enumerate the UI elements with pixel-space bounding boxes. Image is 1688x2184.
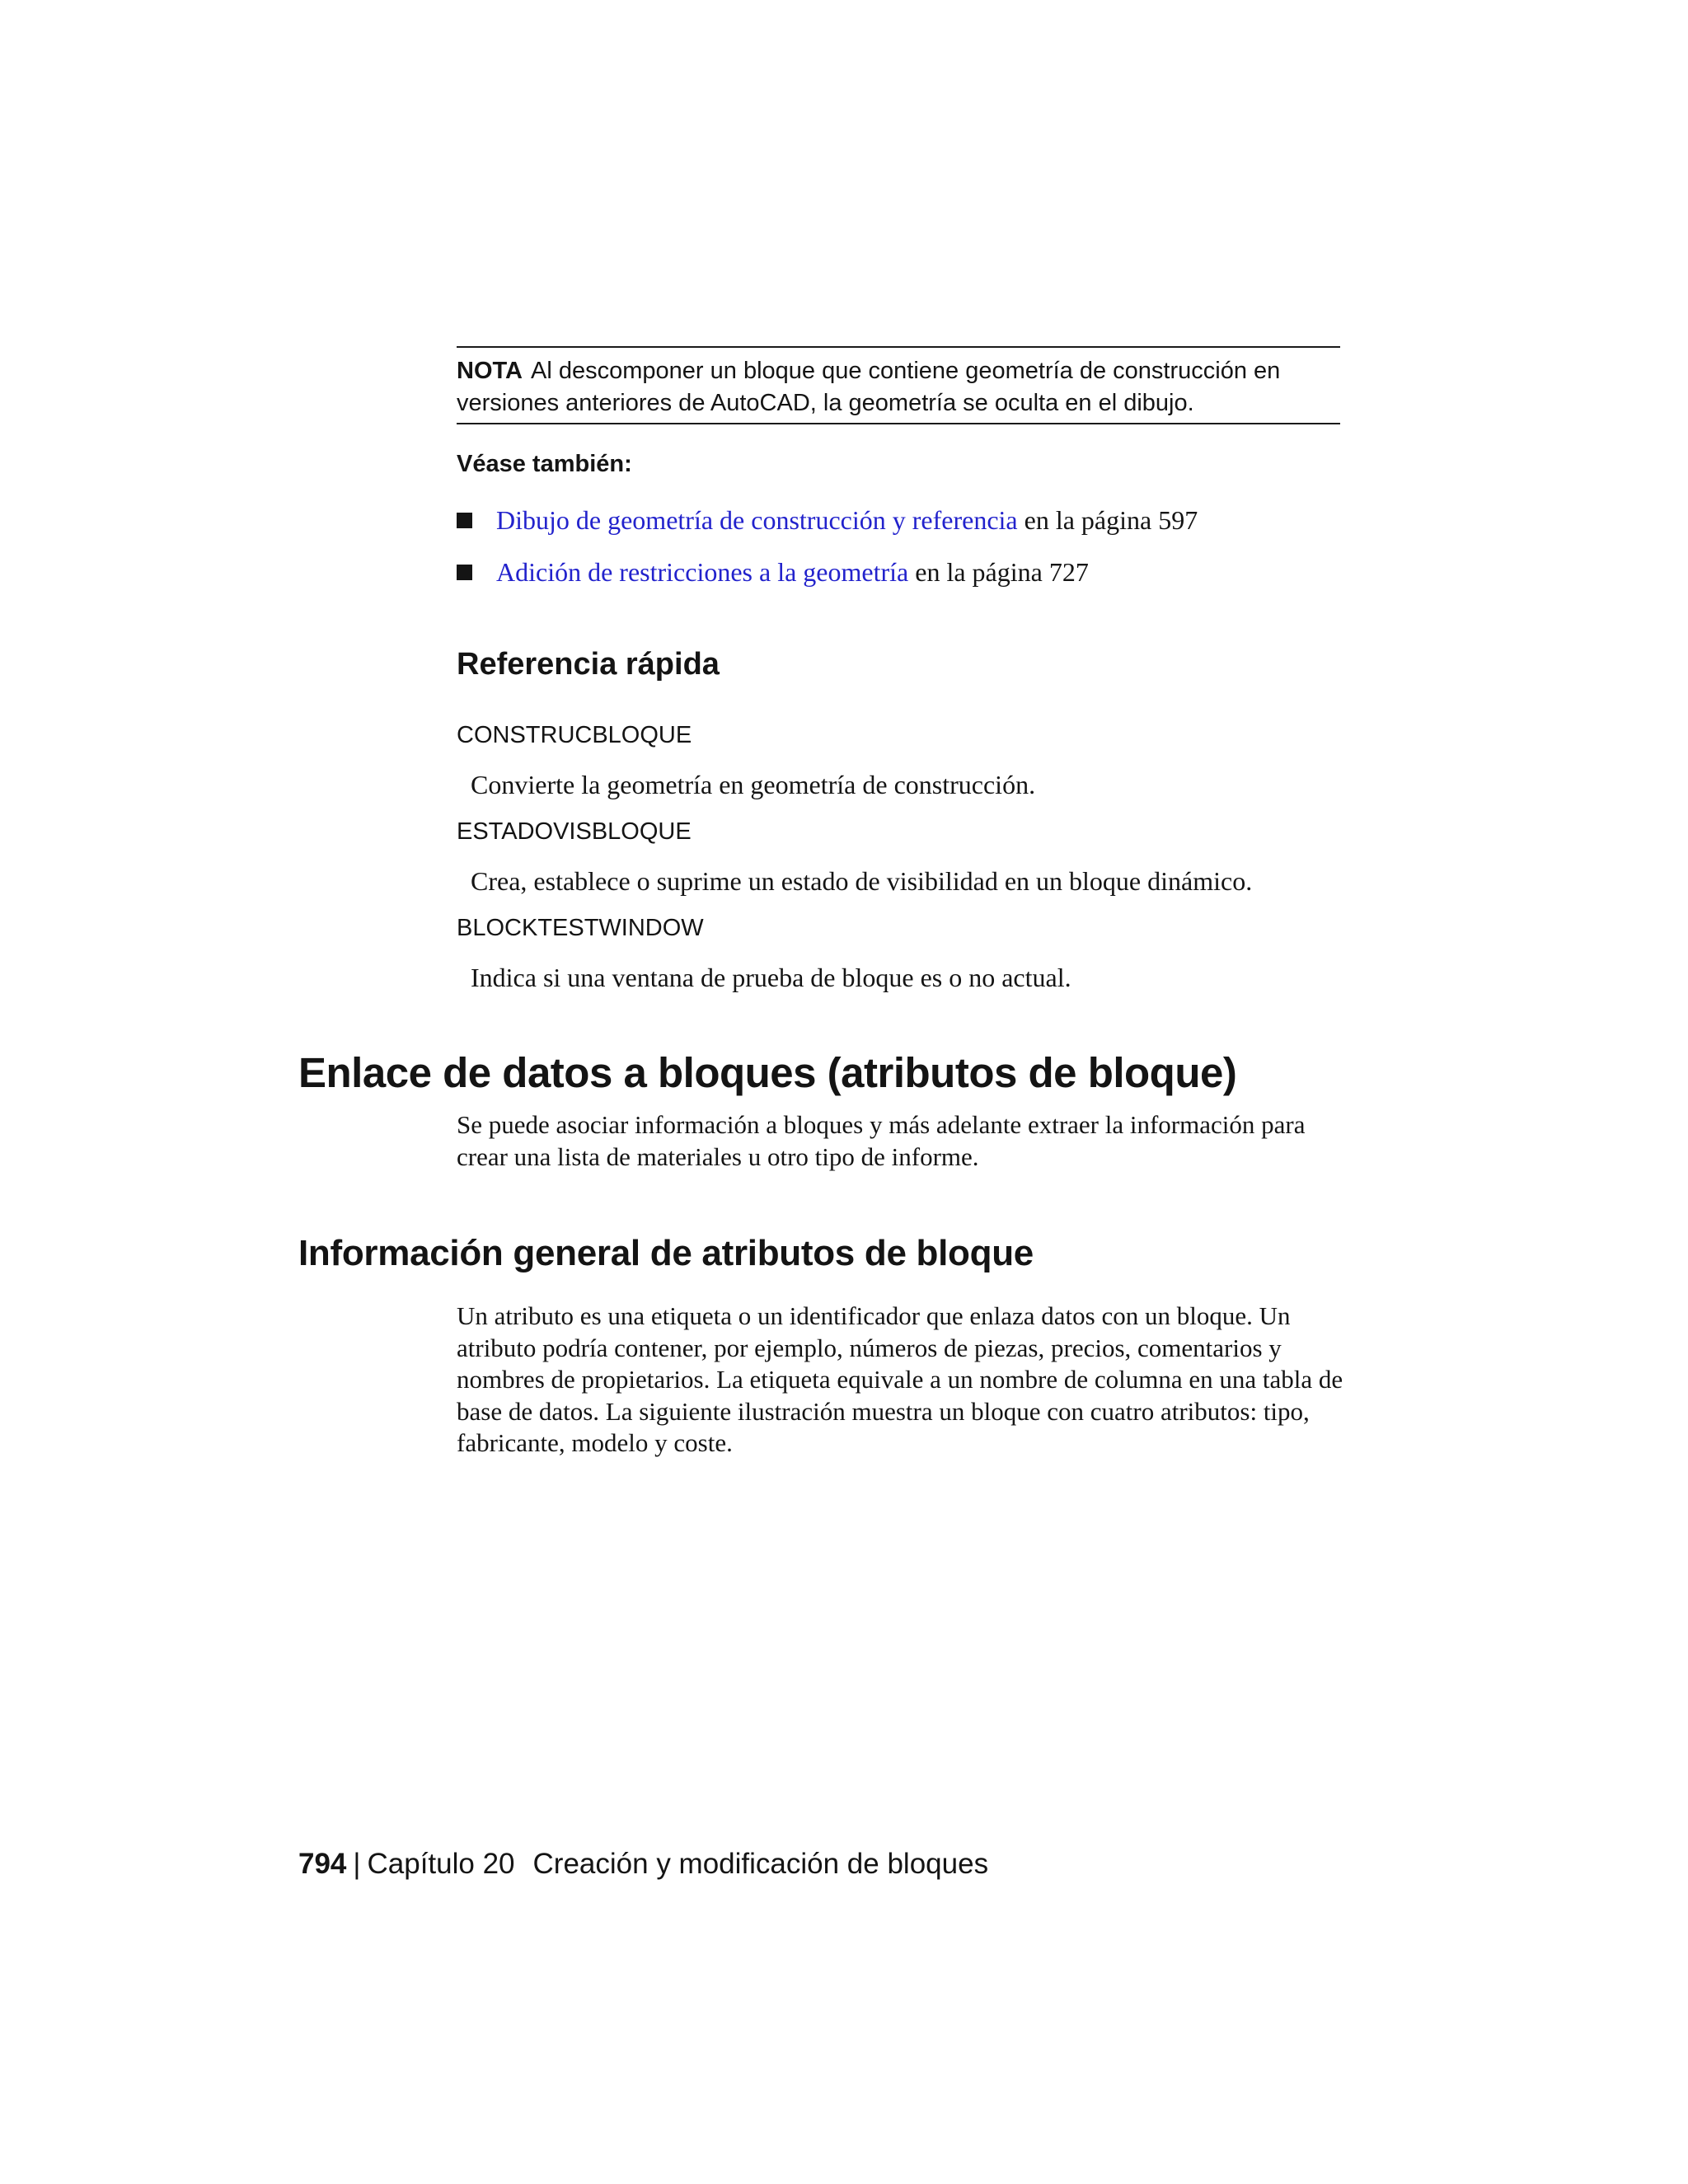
chapter-title: Creación y modificación de bloques: [532, 1848, 989, 1880]
list-item: [457, 555, 1198, 607]
note-box: [457, 346, 1340, 424]
page-reference: en la página 727: [908, 557, 1089, 587]
page-reference: en la página 597: [1017, 505, 1198, 535]
section-intro: Se puede asociar información a bloques y más adelante extraer la información para crear una lista de materiales u otro tipo de informe.: [457, 1110, 1306, 1171]
link-construction-geometry[interactable]: Dibujo de geometría de construcción y referencia: [496, 505, 1018, 535]
command-name[interactable]: BLOCKTESTWINDOW: [457, 915, 704, 941]
list-item: [457, 504, 1198, 555]
command-name[interactable]: CONSTRUCBLOQUE: [457, 722, 692, 748]
see-also-heading: Véase también:: [457, 451, 632, 477]
page-number: 794: [298, 1848, 347, 1880]
see-also-list: [457, 504, 1198, 607]
subsection-body: Un atributo es una etiqueta o un identificador que enlaza datos con un bloque. Un atributo podría contener, por ejemplo, números de piezas, precios, comentarios y nombres de propietarios. La etiqueta equivale a un nombre de columna en una tabla de base de datos. La siguiente ilustración muestra un bloque con cuatro atributos: tipo, fabricante, modelo y coste.: [457, 1301, 1343, 1457]
link-add-constraints[interactable]: Adición de restricciones a la geometría: [496, 557, 909, 587]
command-name[interactable]: ESTADOVISBLOQUE: [457, 818, 692, 845]
page-footer: [298, 1848, 988, 1881]
command-description: Indica si una ventana de prueba de bloque es o no actual.: [471, 963, 1071, 992]
chapter-label: Capítulo 20: [367, 1848, 515, 1880]
command-description: Convierte la geometría en geometría de construcción.: [471, 770, 1036, 799]
bullet-square-icon: [457, 565, 472, 580]
bullet-square-icon: [457, 513, 472, 528]
subsection-heading: Información general de atributos de bloque: [298, 1233, 1034, 1273]
command-description: Crea, establece o suprime un estado de visibilidad en un bloque dinámico.: [471, 866, 1253, 896]
quick-reference-heading: Referencia rápida: [457, 647, 720, 682]
section-heading: Enlace de datos a bloques (atributos de bloque): [298, 1049, 1237, 1096]
note-label: NOTA: [457, 358, 523, 384]
footer-separator: |: [353, 1848, 361, 1880]
note-text: Al descomponer un bloque que contiene geometría de construcción en versiones anteriores de AutoCAD, la geometría se oculta en el dibujo.: [457, 358, 1281, 416]
